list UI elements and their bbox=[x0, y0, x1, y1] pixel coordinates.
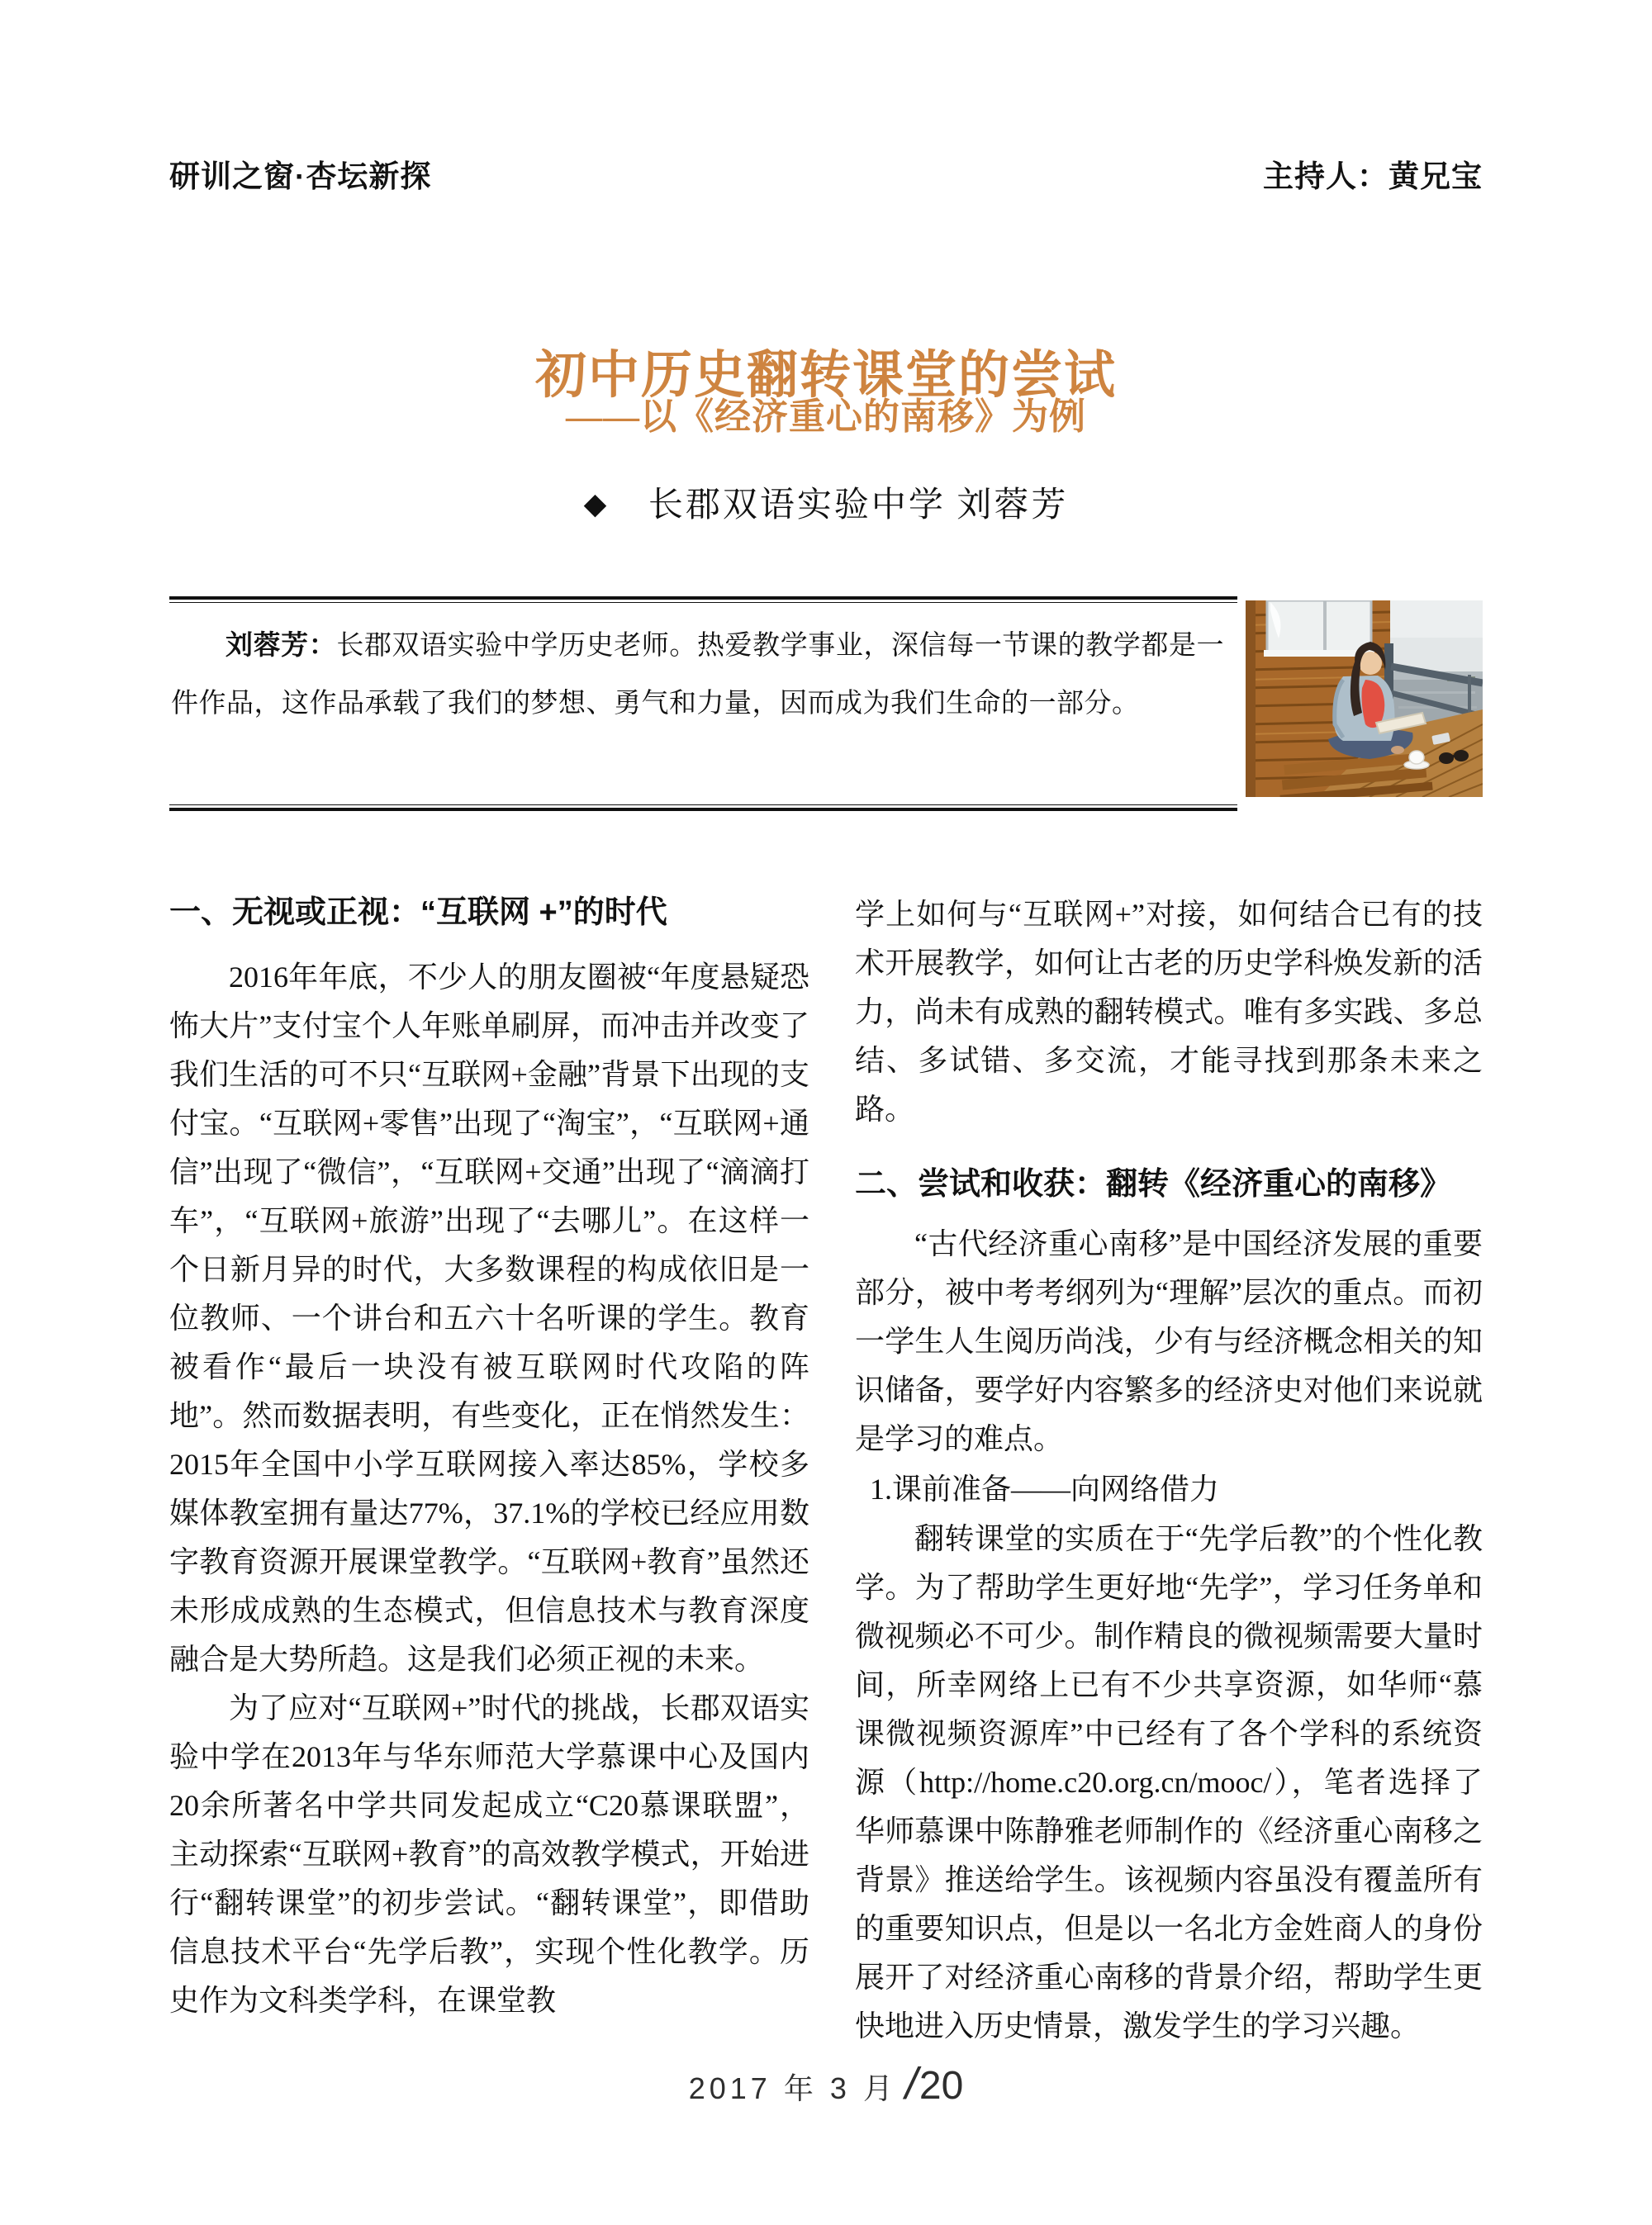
column-name: 研训之窗·杏坛新探 bbox=[169, 159, 432, 193]
paragraph-1: 2016年年底，不少人的朋友圈被“年度悬疑恐怖大片”支付宝个人年账单刷屏，而冲击并改变了我们生活的可不只“互联网+金融”背景下出现的支付宝。“互联网+零售”出现了“淘宝”，“互联网+通信”出现了“微信”，“互联网+交通”出现了“滴滴打车”，“互联网+旅游”出现了“去哪儿”。在这样一个日新月异的时代，大多数课程的构成依旧是一位教师、一个讲台和五六十名听课的学生。教育被看作“最后一块没有被互联网时代攻陷的阵地”。然而数据表明，有些变化，正在悄然发生：2015年全国中小学互联网接入率达85%，学校多媒体教室拥有量达77%，37.1%的学校已经应用数字教育资源开展课堂教学。“互联网+教育”虽然还未形成成熟的生态模式，但信息技术与教育深度融合是大势所趋。这是我们必须正视的未来。 bbox=[169, 961, 809, 1676]
article-title: 初中历史翻转课堂的尝试 bbox=[534, 347, 1117, 404]
section-2-heading: 二、尝试和收获：翻转《经济重心的南移》 bbox=[855, 1167, 1452, 1202]
author-bio-box bbox=[169, 596, 1483, 811]
article-body bbox=[169, 890, 1483, 2051]
author-affiliation: 长郡双语实验中学 刘蓉芳 bbox=[648, 486, 1069, 524]
article-subtitle: ——以《经济重心的南移》为例 bbox=[566, 396, 1086, 437]
author-photo bbox=[1246, 600, 1483, 797]
running-head bbox=[169, 151, 1483, 196]
author-bio-text-area bbox=[169, 596, 1237, 811]
byline bbox=[0, 477, 1652, 527]
page-number: 20 bbox=[919, 2064, 964, 2108]
bio-bottom-rule bbox=[169, 804, 1237, 811]
author-name-label: 刘蓉芳： bbox=[225, 629, 337, 660]
page-footer bbox=[0, 2058, 1652, 2109]
folio-slash: / bbox=[904, 2059, 918, 2109]
paragraph-3: “古代经济重心南移”是中国经济发展的重要部分，被中考考纲列为“理解”层次的重点。而初一学生人生阅历尚浅，少有与经济概念相关的知识储备，要学好内容繁多的经济史对他们来说就是学习的难点。 bbox=[855, 1227, 1483, 1455]
section-1-heading: 一、无视或正视：“互联网 +”的时代 bbox=[169, 895, 667, 930]
left-column bbox=[169, 890, 809, 2051]
issue-date: 2017 年 3 月 bbox=[688, 2071, 897, 2105]
author-bio-body: 长郡双语实验中学历史老师。热爱教学事业，深信每一节课的教学都是一件作品，这作品承载了我们的梦想、勇气和力量，因而成为我们生命的一部分。 bbox=[171, 631, 1225, 719]
diamond-bullet-icon: ◆ bbox=[583, 487, 610, 520]
host-credit: 主持人：黄兄宝 bbox=[1263, 159, 1483, 193]
bio-top-rule bbox=[169, 596, 1237, 603]
subsection-1-heading: 1.课前准备——向网络借力 bbox=[870, 1473, 1220, 1506]
right-column bbox=[855, 890, 1483, 2051]
paragraph-2: 为了应对“互联网+”时代的挑战，长郡双语实验中学在2013年与华东师范大学慕课中心及国内20余所著名中学共同发起成立“C20慕课联盟”，主动探索“互联网+教育”的高效教学模式，开始进行“翻转课堂”的初步尝试。“翻转课堂”，即借助信息技术平台“先学后教”，实现个性化教学。历史作为文科类学科，在课堂教 bbox=[169, 1691, 809, 2017]
paragraph-4: 翻转课堂的实质在于“先学后教”的个性化教学。为了帮助学生更好地“先学”，学习任务单和微视频必不可少。制作精良的微视频需要大量时间，所幸网络上已有不少共享资源，如华师“慕课微视频资源库”中已经有了各个学科的系统资源（http://home.c20.org.cn/mooc/），笔者选择了华师慕课中陈静雅老师制作的《经济重心南移之背景》推送给学生。该视频内容虽没有覆盖所有的重要知识点，但是以一名北方金姓商人的身份展开了对经济重心南移的背景介绍，帮助学生更快地进入历史情景，激发学生的学习兴趣。 bbox=[855, 1522, 1483, 2042]
author-bio-paragraph bbox=[171, 616, 1224, 733]
paragraph-2-continued: 学上如何与“互联网+”对接，如何结合已有的技术开展教学，如何让古老的历史学科焕发新的活力，尚未有成熟的翻转模式。唯有多实践、多总结、多试错、多交流，才能寻找到那条未来之路。 bbox=[855, 898, 1483, 1126]
